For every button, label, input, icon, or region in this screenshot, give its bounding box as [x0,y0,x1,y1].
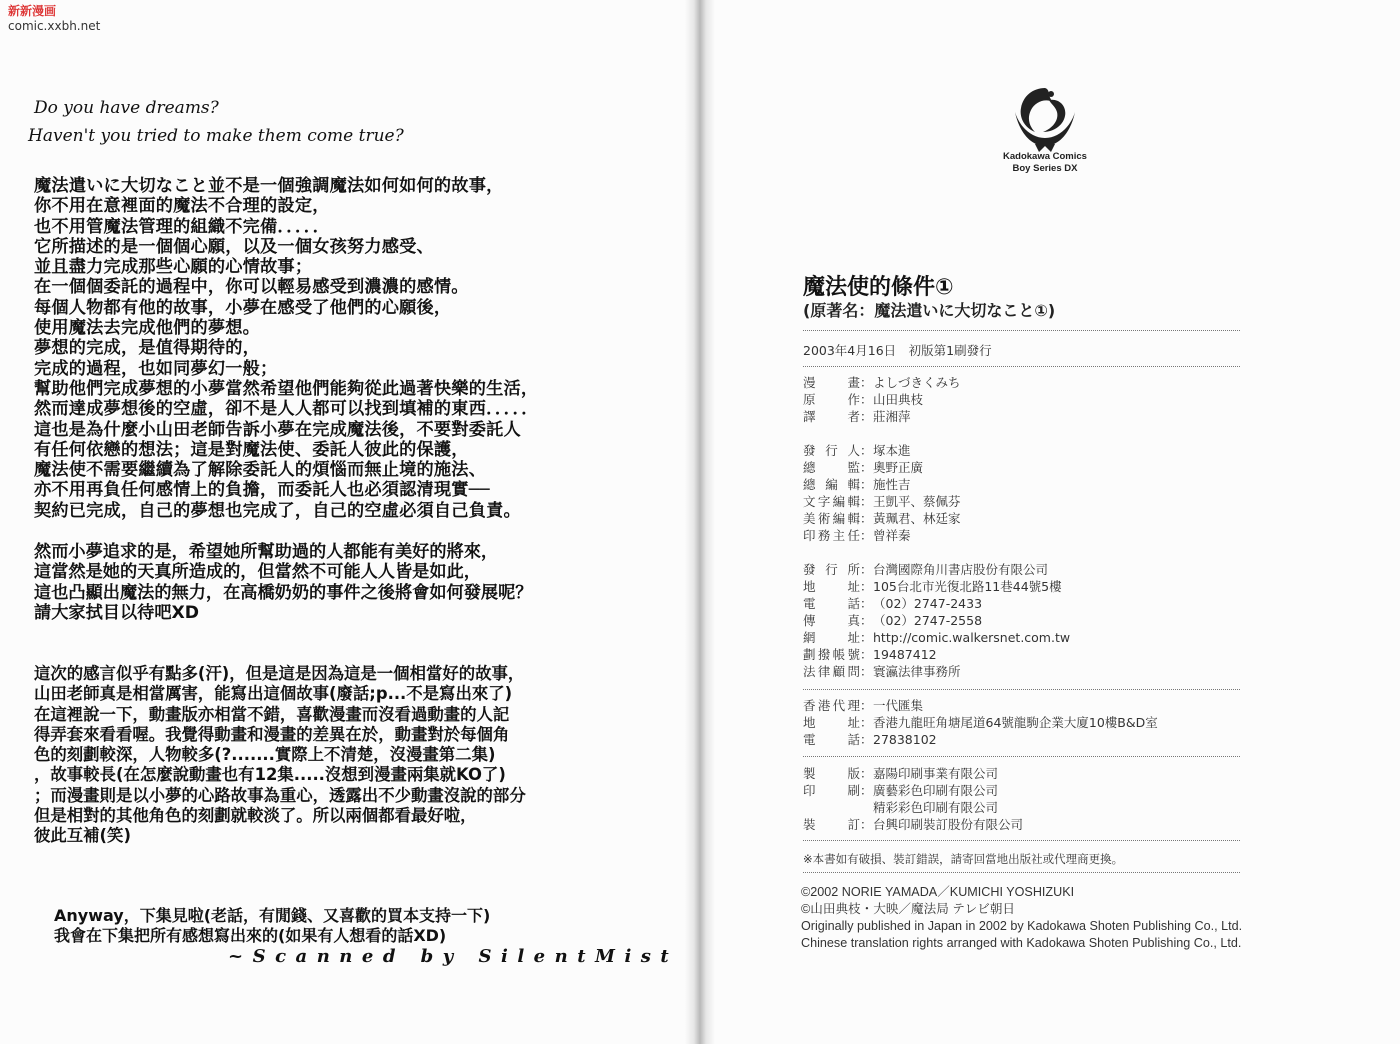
text-line: 我會在下集把所有感想寫出來的(如果有人想看的話XD) [54,926,447,945]
credit-role: 傳真 [803,613,860,628]
credit-row [803,578,1070,595]
text-line: 幫助他們完成夢想的小夢當然希望他們能夠從此過著快樂的生活， [34,378,539,399]
credit-row [803,697,1158,714]
credit-value: 台興印刷裝訂股份有限公司 [873,817,1024,832]
text-line: 彼此互補(笑) [34,826,131,846]
watermark [8,4,100,34]
book-title: 魔法使的條件① [803,275,954,300]
credit-role: 印務主任 [803,528,860,543]
credit-separator: ： [860,647,873,662]
credits-staff [803,442,961,544]
text-line: 也不用管魔法管理的組織不完備．．．．． [34,216,330,237]
credit-role: 地址 [803,579,860,594]
publication-date: 2003年4月16日 初版第1刷發行 [803,343,992,358]
text-line: 山田老師真是相當厲害，能寫出這個故事(廢話;p...不是寫出來了) [34,684,513,704]
credit-role: 發行人 [803,443,860,458]
replacement-notice: ※本書如有破損、裝訂錯誤，請寄回當地出版社或代理商更換。 [803,852,1124,866]
text-line: 這當然是她的天真所造成的，但當然不可能人人皆是如此， [34,562,481,583]
credit-role: 電話 [803,596,860,611]
credit-value: （02）2747-2433 [873,596,983,611]
text-line: ©山田典枝・大映／魔法局 テレビ朝日 [801,902,1016,916]
credit-value: 黃珮君、林廷家 [873,511,961,526]
credit-row [803,714,1158,731]
credit-separator: ： [860,630,873,645]
copyright-block [801,884,1242,952]
credit-separator: ： [860,511,873,526]
text-line: 亦不用再負任何感情上的負擔，而委託人也必須認清現實── [34,480,490,501]
motto-line: Do you have dreams? [34,98,219,118]
text-line: 完成的過程，也如同夢幻一般； [34,358,278,379]
credit-row [803,595,1070,612]
credit-role: 裝訂 [803,817,860,832]
divider [803,689,1240,690]
credit-value: よしづきくみち [873,375,961,390]
credit-value: 王凱平、蔡佩芬 [873,494,961,509]
credit-separator: ： [860,460,873,475]
text-line: 這次的感言似乎有點多(汗)，但是這是因為這是一個相當好的故事， [34,664,525,683]
text-line: 有任何依戀的想法；這是對魔法使、委託人彼此的保護， [34,439,469,460]
text-line: 你不用在意裡面的魔法不合理的設定， [34,196,330,217]
credit-value: 台灣國際角川書店股份有限公司 [873,562,1049,577]
credit-value: 曾祥秦 [873,528,911,543]
text-line: 魔法使不需要繼續為了解除委託人的煩惱而無止境的施法、 [34,460,487,481]
credit-separator: ： [860,817,873,832]
credit-value: 寰瀛法律事務所 [873,664,961,679]
text-line: 但是相對的其他角色的刻劃就較淡了。所以兩個都看最好啦， [34,806,477,826]
credit-row [803,391,961,408]
credit-separator: ： [860,528,873,543]
credit-separator: ： [860,477,873,492]
original-title: (原著名：魔法遣いに大切なこと①) [803,301,1056,320]
motto-line: Haven't you tried to make them come true? [28,126,404,146]
credits-publisher [803,561,1070,680]
credit-row [803,629,1070,646]
credits-hk-agent [803,697,1158,748]
text-line: 使用魔法去完成他們的夢想。 [34,318,261,339]
afterword-paragraph-2 [34,542,532,623]
text-line: 在這裡說一下，動畫版亦相當不錯，喜歡漫畫而沒看過動畫的人記 [34,704,510,724]
credit-separator: ： [860,732,873,747]
credit-separator: ： [860,715,873,730]
credit-value: （02）2747-2558 [873,613,983,628]
credit-row [803,663,1070,680]
credit-value: http://comic.walkersnet.com.tw [873,630,1071,645]
credit-role: 文字編輯 [803,494,860,509]
text-line: Originally published in Japan in 2002 by Kadokawa Shoten Publishing Co., Ltd. [801,919,1243,933]
credit-separator: ： [860,562,873,577]
credit-value: 廣藝彩色印刷有限公司 [873,783,999,798]
credit-value: 一代匯集 [873,698,924,713]
credit-value: 塚本進 [873,443,911,458]
text-line: 然而達成夢想後的空虛，卻不是人人都可以找到填補的東西．．．．． [34,399,539,420]
credit-separator: ： [860,409,873,424]
credit-separator: ： [860,596,873,611]
credit-value: 山田典枝 [873,392,924,407]
credit-row [803,510,961,527]
credit-separator: ： [860,443,873,458]
credit-row [803,612,1070,629]
credit-role: 法律顧問 [803,664,860,679]
credit-value: 奧野正廣 [873,460,924,475]
credit-row [803,799,1023,816]
text-line: ，故事較長(在怎麼說動畫也有12集.....沒想到漫畫兩集就KO了) [34,765,506,785]
text-line: 在一個個委託的過程中，你可以輕易感受到濃濃的感情。 [34,277,469,298]
text-line: 魔法遣いに大切なこと並不是一個強調魔法如何如何的故事， [34,176,504,196]
afterword-paragraph-4 [54,906,490,946]
credit-role: 漫畫 [803,375,860,390]
text-line: 並且盡力完成那些心願的心情故事； [34,257,313,278]
credit-separator: ： [860,579,873,594]
credit-role: 發行所 [803,562,860,577]
credit-value: 施性吉 [873,477,911,492]
credit-role: 總監 [803,460,860,475]
credit-row [803,765,1023,782]
text-line: 這也凸顯出魔法的無力，在高橋奶奶的事件之後將會如何發展呢？ [34,582,533,603]
divider [803,872,1240,873]
credit-value: 19487412 [873,647,937,662]
credit-separator: ： [860,766,873,781]
scanner-signature: ~Scanned by SilentMist [228,946,679,967]
text-line: 這也是為什麼小山田老師告訴小夢在完成魔法後，不要對委託人 [34,419,521,440]
credit-row [803,476,961,493]
credit-role: 電話 [803,732,860,747]
text-line: ；而漫畫則是以小夢的心路故事為重心，透露出不少動畫沒說的部分 [34,785,526,805]
credit-row [803,408,961,425]
text-line: 得弄套來看看喔。我覺得動畫和漫畫的差異在於，動畫對於每個角 [34,724,510,744]
credit-value: 27838102 [873,732,937,747]
credit-separator: ： [860,375,873,390]
credit-value: 105台北市光復北路11巷44號5樓 [873,579,1062,594]
credit-separator: ： [860,494,873,509]
book-gutter [685,0,715,1044]
divider [803,366,1240,367]
phoenix-logo-icon [1005,82,1085,154]
credit-value: 香港九龍旺角塘尾道64號龍駒企業大廈10樓B&D室 [873,715,1158,730]
text-line: 然而小夢追求的是，希望她所幫助過的人都能有美好的將來， [34,542,499,562]
credit-value: 莊湘萍 [873,409,911,424]
divider [803,756,1240,757]
credit-separator: ： [860,783,873,798]
text-line: 請大家拭目以待吧XD [34,602,200,623]
credit-row [803,442,961,459]
credit-row [803,646,1070,663]
text-line: 夢想的完成，是值得期待的， [34,338,261,359]
divider [803,330,1240,331]
credit-row [803,493,961,510]
credit-row [803,374,961,391]
watermark-url: comic.xxbh.net [8,19,101,33]
credit-value: 精彩彩色印刷有限公司 [873,800,999,815]
credit-role: 香港代理 [803,698,860,713]
text-line: Chinese translation rights arranged with Kadokawa Shoten Publishing Co., Ltd. [801,936,1242,950]
credit-separator: ： [860,613,873,628]
text-line: 色的刻劃較深，人物較多(?.......實際上不清楚，沒漫畫第二集) [34,745,496,765]
text-line: 它所描述的是一個個心願，以及一個女孩努力感受、 [34,236,434,257]
afterword-paragraph-1 [34,176,539,521]
imprint-label [975,151,1115,175]
credit-row [803,459,961,476]
left-page [0,0,697,1044]
credit-role: 美術編輯 [803,511,860,526]
credit-role: 劃撥帳號 [803,647,860,662]
credit-role [803,799,860,816]
credit-row [803,782,1023,799]
credit-row [803,527,961,544]
credit-role: 原作 [803,392,860,407]
credit-separator: ： [860,664,873,679]
imprint-line: Boy Series DX [1012,163,1078,174]
credit-row [803,561,1070,578]
text-line: ©2002 NORIE YAMADA／KUMICHI YOSHIZUKI [801,885,1075,899]
motto [28,94,404,150]
credit-role: 地址 [803,715,860,730]
imprint-line: Kadokawa Comics [1003,151,1087,162]
credit-row [803,816,1023,833]
credits-authors [803,374,961,425]
text-line: 契約已完成，自己的夢想也完成了，自己的空虛必須自己負責。 [34,500,521,521]
credit-role: 製版 [803,766,860,781]
afterword-paragraph-3 [34,664,526,847]
credit-role: 印刷 [803,783,860,798]
credit-separator: ： [860,392,873,407]
credit-role: 網址 [803,630,860,645]
credit-role: 譯者 [803,409,860,424]
credit-separator [860,799,873,816]
watermark-brand: 新新漫画 [8,4,57,18]
text-line: Anyway，下集見啦(老話，有閒錢、又喜歡的買本支持一下) [54,906,491,925]
credit-row [803,731,1158,748]
credit-separator: ： [860,698,873,713]
divider [803,840,1240,841]
credit-role: 總編輯 [803,477,860,492]
credits-printing [803,765,1023,833]
credit-value: 嘉陽印刷事業有限公司 [873,766,999,781]
text-line: 每個人物都有他的故事，小夢在感受了他們的心願後， [34,297,452,318]
